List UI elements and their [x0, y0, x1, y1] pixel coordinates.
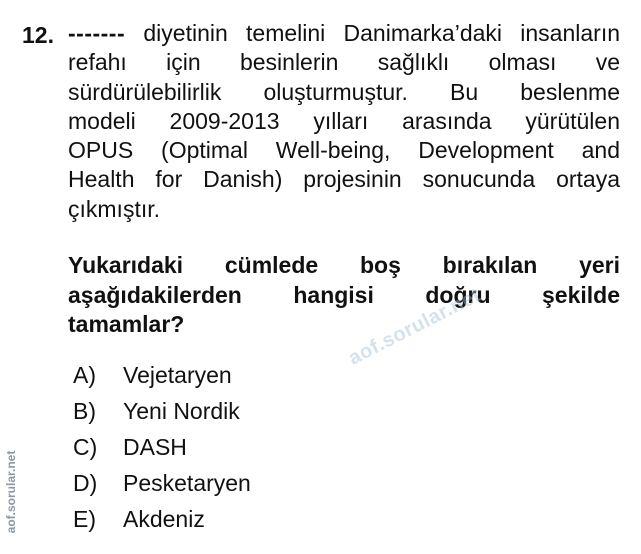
option-letter: E)	[73, 506, 96, 532]
option-e[interactable]	[73, 505, 251, 541]
option-text: Vejetaryen	[123, 362, 232, 388]
stem-line: refahı için besinlerin sağlıklı olması ve	[68, 49, 620, 76]
prompt-line: tamamlar?	[68, 311, 185, 337]
option-d[interactable]	[73, 469, 251, 505]
question-stem	[68, 19, 620, 224]
option-text: Akdeniz	[123, 506, 205, 532]
option-text: Pesketaryen	[123, 470, 251, 496]
option-b[interactable]	[73, 397, 251, 433]
option-text: DASH	[123, 434, 187, 460]
blank-placeholder: -------	[68, 20, 126, 46]
stem-line	[68, 19, 620, 48]
stem-line: çıkmıştır.	[68, 195, 160, 222]
prompt-line: Yukarıdaki cümlede boş bırakılan yeri	[68, 252, 620, 278]
option-c[interactable]	[73, 433, 251, 469]
stem-line: modeli 2009-2013 yılları arasında yürütülen	[68, 107, 620, 134]
watermark-diagonal: aof.sorular.net	[345, 284, 485, 370]
question-number: 12.	[22, 22, 54, 48]
option-letter: B)	[73, 398, 96, 424]
watermark-side: aof.sorular.net	[4, 450, 18, 534]
option-text: Yeni Nordik	[123, 398, 240, 424]
option-letter: D)	[73, 470, 98, 496]
stem-line: OPUS (Optimal Well-being, Development and	[68, 137, 620, 164]
stem-line: Health for Danish) projesinin sonucunda ortaya	[68, 166, 620, 193]
option-a[interactable]	[73, 361, 251, 397]
prompt-line: aşağıdakilerden hangisi doğru şekilde	[68, 281, 620, 308]
option-letter: C)	[73, 434, 98, 460]
stem-line: sürdürülebilirlik oluşturmuştur. Bu beslenme	[68, 78, 620, 105]
question-prompt	[68, 251, 620, 340]
stem-line-text: diyetinin temelini Danimarka’daki insanların	[125, 20, 620, 46]
option-letter: A)	[73, 362, 96, 388]
answer-options	[73, 361, 251, 541]
